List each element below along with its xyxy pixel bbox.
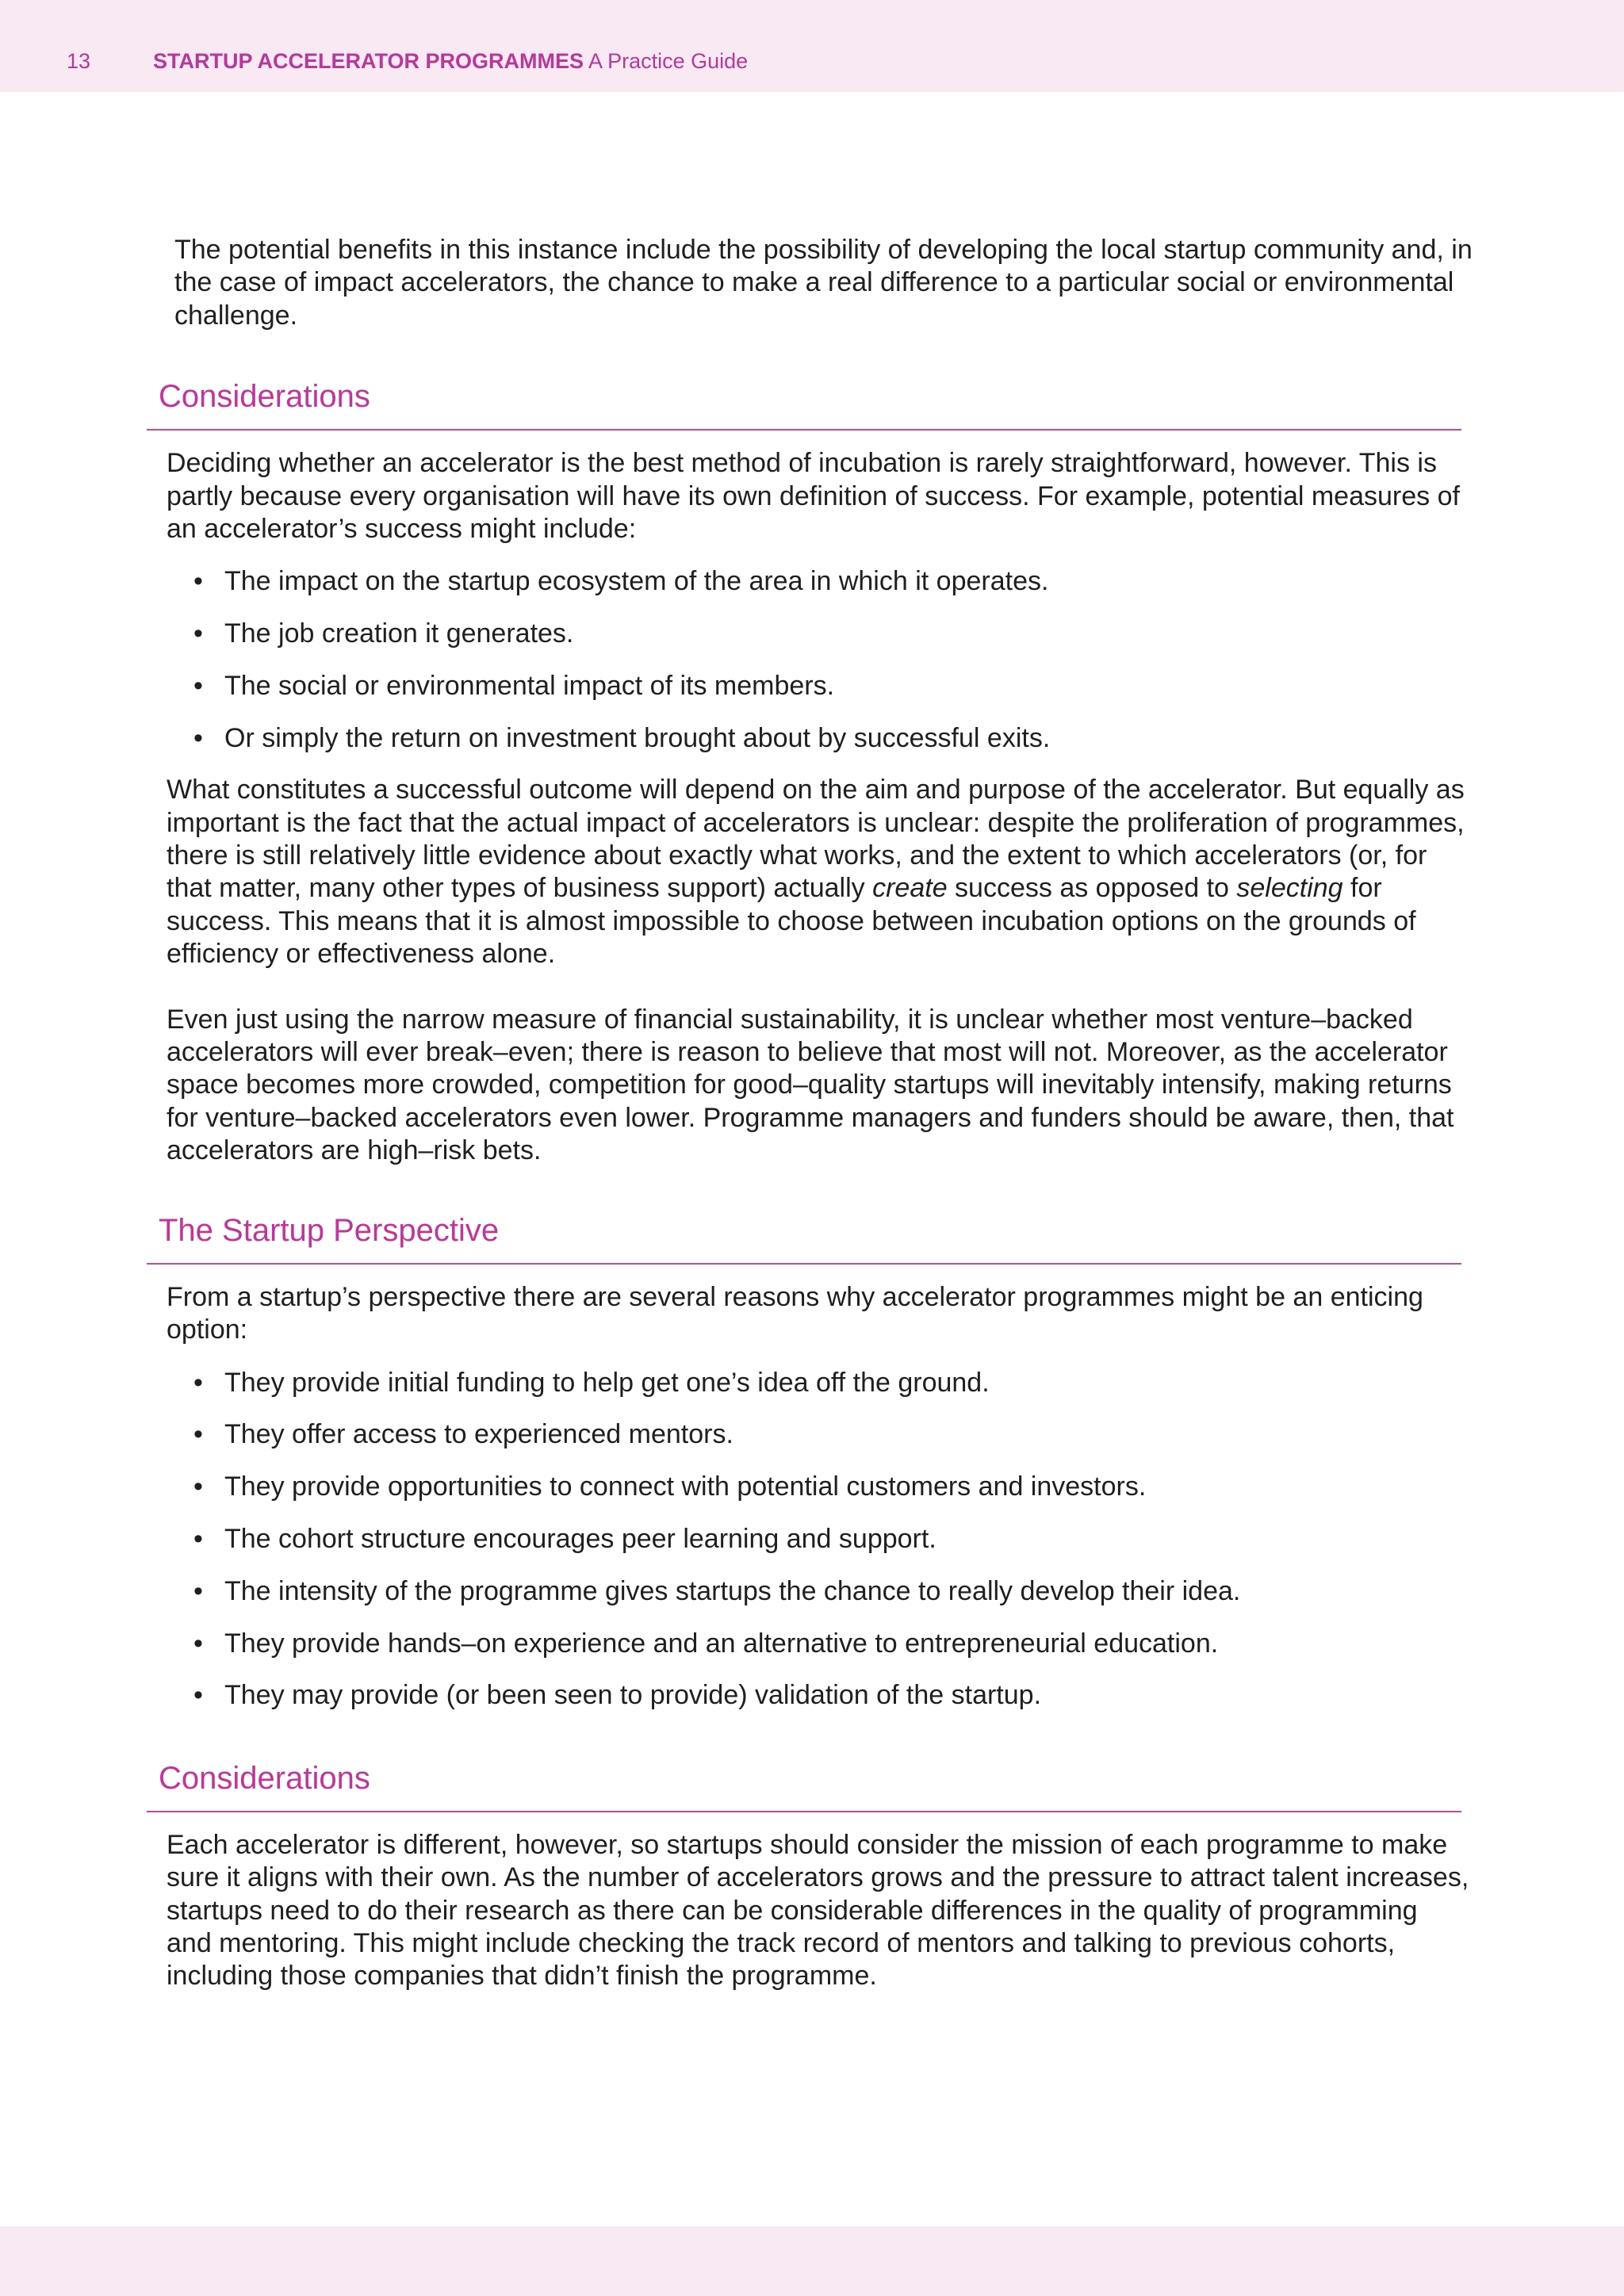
list-item: • They may provide (or been seen to provide) validation of the startup. xyxy=(167,1679,1469,1712)
list-item: • They provide opportunities to connect with potential customers and investors. xyxy=(167,1471,1469,1503)
section-body xyxy=(147,1281,1469,1712)
bullet-icon: • xyxy=(193,1419,203,1450)
running-title-subtitle: A Practice Guide xyxy=(588,49,749,73)
list-item: • The cohort structure encourages peer learning and support. xyxy=(167,1523,1469,1556)
section-lead-paragraph: From a startup’s perspective there are several reasons why accelerator programmes might be an enticing option: xyxy=(167,1281,1423,1345)
body-paragraph: What constitutes a successful outcome will depend on the aim and purpose of the accelerator. But equally as important is the fact that the actual impact of accelerators is unclear: despite the proliferation of programmes, there is still relatively little evidence about exactly what works, and the extent to which accelerators (or, for that matter, many other types of business support) actually create success as opposed to selecting for success. This means that it is almost impossible to choose between incubation options on the grounds of efficiency or effectiveness alone. xyxy=(167,775,1465,970)
running-title xyxy=(153,49,748,74)
bullet-icon: • xyxy=(193,1628,203,1659)
body-paragraph: Each accelerator is different, however, so startups should consider the mission of each programme to make sure it aligns with their own. As the number of accelerators grows and the pressure to attract talent increases, startups need to do their research as there can be considerable differences in the quality of programming and mentoring. This might include checking the track record of mentors and talking to previous cohorts, including those companies that didn’t finish the programme. xyxy=(167,1829,1469,1992)
running-title-main: STARTUP ACCELERATOR PROGRAMMES xyxy=(153,49,584,73)
page-footer xyxy=(0,2226,1624,2296)
list-item: • The intensity of the programme gives startups the chance to really develop their idea. xyxy=(167,1575,1469,1608)
section-considerations-1 xyxy=(147,377,1469,1167)
section-body xyxy=(147,447,1469,1167)
list-item: • The job creation it generates. xyxy=(167,618,1469,650)
section-heading: The Startup Perspective xyxy=(159,1212,500,1248)
list-item: • The impact on the startup ecosystem of the area in which it operates. xyxy=(167,565,1469,598)
section-body xyxy=(147,1829,1469,1993)
list-item: • Or simply the return on investment brought about by successful exits. xyxy=(167,722,1469,755)
bullet-icon: • xyxy=(193,722,203,753)
bullet-icon: • xyxy=(193,566,203,597)
list-item: • They provide hands–on experience and an alternative to entrepreneurial education. xyxy=(167,1628,1469,1660)
bullet-list xyxy=(167,1367,1469,1712)
page-content xyxy=(155,234,1473,1993)
section-startup-perspective xyxy=(147,1211,1469,1712)
section-divider xyxy=(147,429,1461,430)
list-item: • The social or environmental impact of its members. xyxy=(167,670,1469,702)
bullet-icon: • xyxy=(193,1575,203,1606)
bullet-icon: • xyxy=(193,1680,203,1711)
bullet-icon: • xyxy=(193,671,203,702)
page-number: 13 xyxy=(67,49,91,73)
bullet-list xyxy=(167,565,1469,755)
list-item: • They provide initial funding to help get one’s idea off the ground. xyxy=(167,1367,1469,1399)
page-header xyxy=(0,0,1624,92)
bullet-icon: • xyxy=(193,1523,203,1554)
section-heading: Considerations xyxy=(159,379,370,415)
list-item: • They offer access to experienced mentors. xyxy=(167,1418,1469,1451)
section-divider xyxy=(147,1263,1461,1265)
intro-paragraph: The potential benefits in this instance include the possibility of developing the local startup community and, in the case of impact accelerators, the chance to make a real difference to a particular social or environmental challenge. xyxy=(174,235,1473,331)
bullet-icon: • xyxy=(193,1471,203,1502)
bullet-icon: • xyxy=(193,618,203,649)
section-heading: Considerations xyxy=(159,1760,370,1796)
body-paragraph: Even just using the narrow measure of financial sustainability, it is unclear whether most venture–backed accelerators will ever break–even; there is reason to believe that most will not. Moreover, as the accelerator space becomes more crowded, competition for good–quality startups will inevitably intensify, making returns for venture–backed accelerators even lower. Programme managers and funders should be aware, then, that accelerators are high–risk bets. xyxy=(167,1004,1454,1166)
section-considerations-2 xyxy=(147,1758,1469,1993)
section-lead-paragraph: Deciding whether an accelerator is the best method of incubation is rarely straightforward, however. This is partly because every organisation will have its own definition of success. For example, potential measures of an accelerator’s success might include: xyxy=(167,448,1460,545)
bullet-icon: • xyxy=(193,1367,203,1398)
section-divider xyxy=(147,1811,1461,1812)
